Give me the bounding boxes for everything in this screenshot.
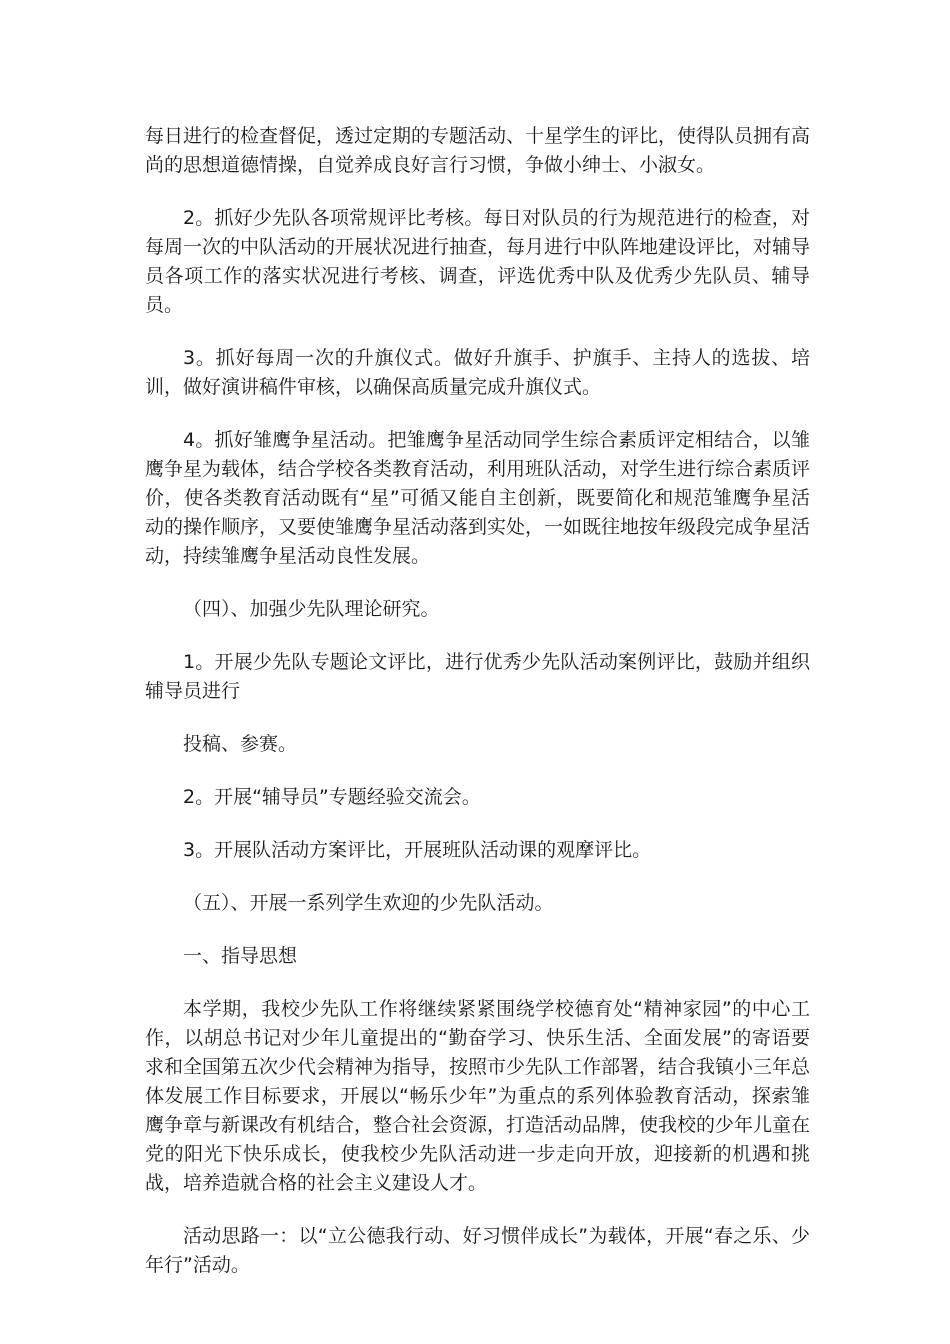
paragraph-research-2: 2。开展“辅导员”专题经验交流会。	[183, 786, 481, 808]
section-heading-guiding-idea: 一、指导思想	[183, 945, 298, 967]
paragraph-guiding-idea: 本学期，我校少先队工作将继续紧紧围绕学校德育处“精神家园”的中心工作，以胡总书记对少年儿童提出的“勤奋学习、快乐生活、全面发展”的寄语要求和全国第五次少代会精神为指导，按照市少先队工作部署，结合我镇小三年总体发展工作目标要求，开展以“畅乐少年”为重点的系列体验教育活动，探索雏鹰争章与新课改有机结合，整合社会资源，打造活动品牌，使我校的少年儿童在党的阳光下快乐成长，使我校少先队活动进一步走向开放，迎接新的机遇和挑战，培养造就合格的社会主义建设人才。	[145, 998, 811, 1194]
paragraph-continuation: 每日进行的检查督促，透过定期的专题活动、十星学生的评比，使得队员拥有高尚的思想道德情操，自觉养成良好言行习惯，争做小绅士、小淑女。	[145, 125, 811, 176]
paragraph-research-3: 3。开展队活动方案评比，开展班队活动课的观摩评比。	[183, 839, 652, 861]
section-heading-5: （五）、开展一系列学生欢迎的少先队活动。	[183, 892, 554, 914]
paragraph-item-4: 4。抓好雏鹰争星活动。把雏鹰争星活动同学生综合素质评定相结合，以雏鹰争星为载体，结合学校各类教育活动，利用班队活动，对学生进行综合素质评价，使各类教育活动既有“星”可循又能自主创新，既要简化和规范雏鹰争星活动的操作顺序，又要使雏鹰争星活动落到实处，一如既往地按年级段完成争星活动，持续雏鹰争星活动良性发展。	[145, 429, 811, 567]
paragraph-activity-idea-1: 活动思路一：以“立公德我行动、好习惯伴成长”为载体，开展“春之乐、少年行”活动。	[145, 1225, 810, 1276]
section-heading-4: （四）、加强少先队理论研究。	[183, 598, 440, 620]
paragraph-item-2: 2。抓好少先队各项常规评比考核。每日对队员的行为规范进行的检查，对每周一次的中队活动的开展状况进行抽查，每月进行中队阵地建设评比，对辅导员各项工作的落实状况进行考核、调查，评选优秀中队及优秀少先队员、辅导员。	[145, 207, 811, 316]
paragraph-item-3: 3。抓好每周一次的升旗仪式。做好升旗手、护旗手、主持人的选拔、培训，做好演讲稿件审核，以确保高质量完成升旗仪式。	[145, 347, 810, 398]
paragraph-research-1-cont: 投稿、参赛。	[183, 733, 298, 755]
paragraph-research-1: 1。开展少先队专题论文评比，进行优秀少先队活动案例评比，鼓励并组织辅导员进行	[145, 651, 810, 702]
document-page	[145, 122, 810, 1304]
